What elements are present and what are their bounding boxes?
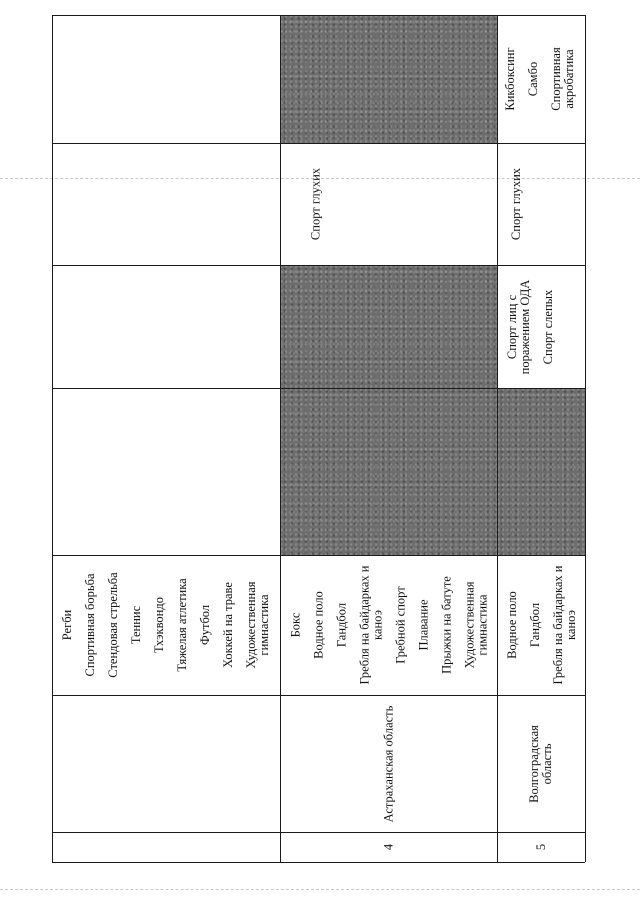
sport-name: Гребля на байдарках и каноэ <box>551 565 578 685</box>
sport-name: Регби <box>60 609 74 641</box>
sport-name: Гребной спорт <box>392 586 407 664</box>
sport-name: Спортивная акробатика <box>549 47 576 111</box>
sport-name: Теннис <box>129 605 143 645</box>
regions-sports-table <box>52 15 585 862</box>
scan-artifact-line <box>0 889 640 890</box>
row-number: 4 <box>381 843 395 851</box>
sport-name: Спорт слепых <box>541 289 555 364</box>
sports-cell <box>497 555 585 695</box>
shaded-cell <box>497 388 585 555</box>
sport-name: Самбо <box>526 61 540 97</box>
row-number-cell <box>280 832 497 862</box>
sport-name: Бокс <box>287 612 302 638</box>
row-number-cell <box>497 832 585 862</box>
sport-name: Стендовая стрельба <box>106 572 120 678</box>
sport-name: Художественная гимнастика <box>461 581 489 669</box>
sport-name: Кикбоксинг <box>503 47 517 111</box>
sport-name: Гребля на байдарках и каноэ <box>356 565 384 685</box>
sport-name: Тхэквондо <box>152 597 166 653</box>
other-sports-cell <box>497 15 585 143</box>
sport-name: Спортивная борьба <box>83 573 97 677</box>
shaded-cell <box>280 388 497 555</box>
sport-name: Плавание <box>415 599 430 651</box>
sport-name: Футбол <box>198 604 212 646</box>
sport-name: Спорт глухих <box>509 167 523 241</box>
sport-name: Хоккей на траве <box>221 582 235 668</box>
sport-name: Водное поло <box>310 591 325 659</box>
sport-name: Водное поло <box>505 591 519 659</box>
region-name: Астраханская область <box>381 705 395 822</box>
sport-name: Гандбол <box>333 602 348 648</box>
region-cell <box>280 695 497 832</box>
deaf-sport-cell <box>497 143 585 265</box>
region-name: Волгоградская область <box>527 724 554 803</box>
sports-cell <box>52 555 280 695</box>
sport-name: Спорт лиц с поражением ОДА <box>505 279 532 374</box>
sport-name: Спорт глухих <box>308 167 322 241</box>
shaded-cell <box>280 265 497 388</box>
disabled-sport-cell <box>497 265 585 388</box>
sport-name: Прыжки на батуте <box>438 576 453 674</box>
row-number: 5 <box>533 843 548 851</box>
sport-name: Художественная гимнастика <box>244 581 271 669</box>
sport-name: Гандбол <box>528 602 542 648</box>
deaf-sport-cell <box>280 143 497 265</box>
sports-cell <box>280 555 497 695</box>
shaded-cell <box>280 15 497 143</box>
region-cell <box>497 695 585 832</box>
sport-name: Тяжелая атлетика <box>175 578 189 672</box>
